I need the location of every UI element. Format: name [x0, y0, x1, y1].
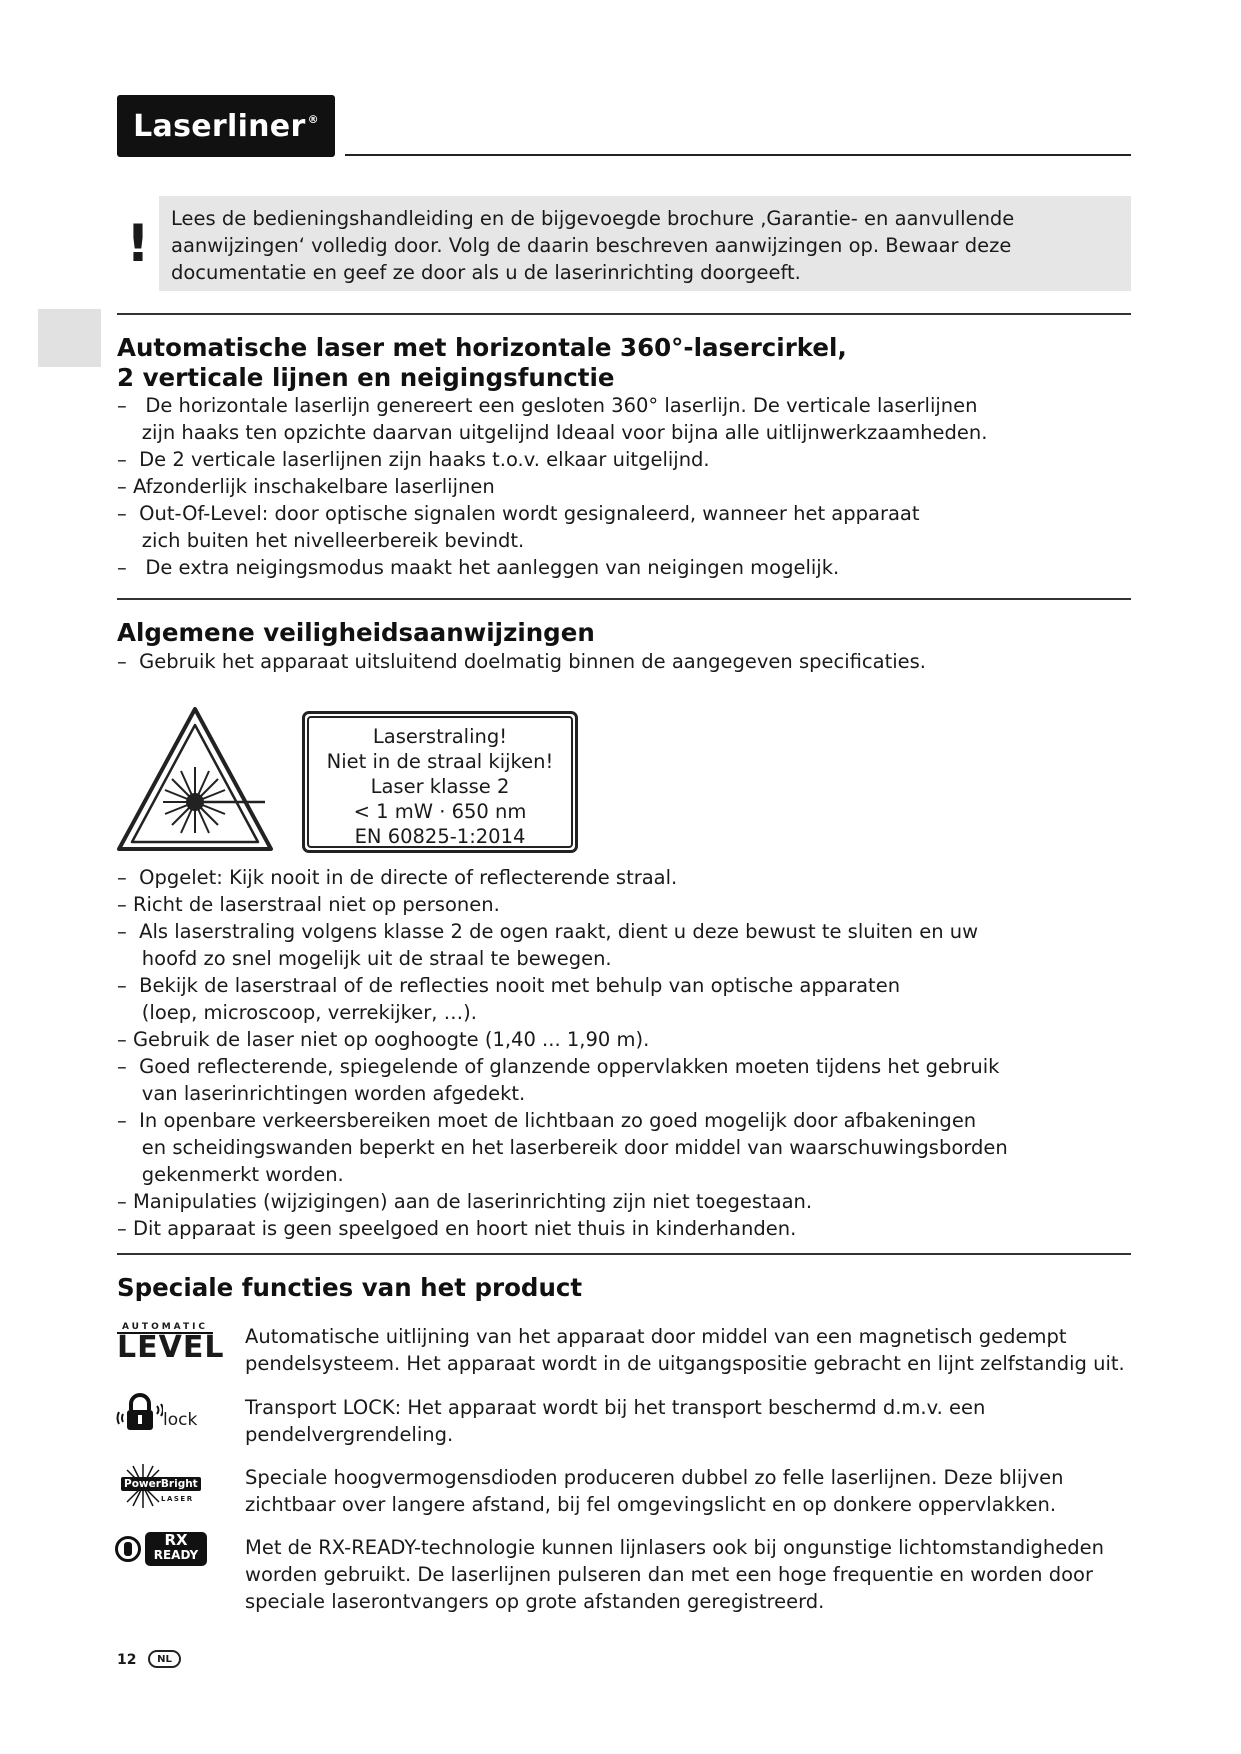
icon-text: READY	[153, 1548, 199, 1562]
feature-line: worden gebruikt. De laserlijnen pulseren dan met een hoge frequentie en worden door	[245, 1563, 1093, 1586]
section-title-line: 2 verticale lijnen en neigingsfunctie	[117, 363, 615, 392]
feature-list	[117, 392, 1117, 581]
powerbright-icon	[115, 1462, 213, 1510]
warning-line: Niet in de straal kijken!	[326, 750, 554, 773]
language-badge: NL	[148, 1650, 181, 1668]
list-item: zich buiten het nivelleerbereik bevindt.	[117, 529, 525, 552]
warning-line: Laser klasse 2	[370, 775, 510, 798]
list-item: – Dit apparaat is geen speelgoed en hoort niet thuis in kinderhanden.	[117, 1217, 797, 1240]
section-divider	[117, 1253, 1131, 1255]
list-item: – Goed reflecterende, spiegelende of glanzende oppervlakken moeten tijdens het gebruik	[117, 1055, 1000, 1078]
list-item: (loep, microscoop, verrekijker, …).	[117, 1001, 477, 1024]
section-safety	[117, 618, 1117, 675]
automatic-level-icon	[117, 1322, 225, 1365]
icon-text: PowerBright	[121, 1477, 201, 1491]
feature-line: Speciale hoogvermogensdioden produceren dubbel zo felle laserlijnen. Deze blijven	[245, 1466, 1064, 1489]
brand-logo	[117, 95, 335, 157]
list-item: – De extra neigingsmodus maakt het aanleggen van neigingen mogelijk.	[117, 556, 840, 579]
list-item: – Opgelet: Kijk nooit in de directe of reflecterende straal.	[117, 866, 678, 889]
feature-line: speciale laserontvangers op grote afstanden geregistreerd.	[245, 1590, 825, 1613]
notice-line: documentatie en geef ze door als u de laserinrichting doorgeeft.	[171, 261, 801, 284]
brand-name: Laserliner	[133, 108, 306, 144]
exclamation-icon: !	[117, 196, 159, 291]
laser-warning-label	[302, 711, 578, 853]
header-rule	[345, 154, 1131, 156]
notice-line: aanwijzingen‘ volledig door. Volg de daarin beschreven aanwijzingen op. Bewaar deze	[171, 234, 1012, 257]
list-item: – De horizontale laserlijn genereert een gesloten 360° laserlijn. De verticale laserlijnen	[117, 394, 978, 417]
list-item: – Bekijk de laserstraal of de reflecties nooit met behulp van optische apparaten	[117, 974, 901, 997]
list-item: – Out-Of-Level: door optische signalen wordt gesignaleerd, wanneer het apparaat	[117, 502, 920, 525]
section-title: Algemene veiligheidsaanwijzingen	[117, 618, 595, 647]
icon-text: LEVEL	[117, 1330, 225, 1365]
list-item: en scheidingswanden beperkt en het laserbereik door middel van waarschuwingsborden	[117, 1136, 1008, 1159]
section-divider	[117, 313, 1131, 315]
icon-text: AUTOMATIC	[117, 1322, 213, 1334]
feature-line: zichtbaar over langere afstand, bij fel omgevingslicht en op donkere oppervlakken.	[245, 1493, 1057, 1516]
safety-intro: – Gebruik het apparaat uitsluitend doelmatig binnen de aangegeven specificaties.	[117, 650, 926, 673]
warning-line: Laserstraling!	[372, 725, 508, 748]
list-item: – In openbare verkeersbereiken moet de lichtbaan zo goed mogelijk door afbakeningen	[117, 1109, 977, 1132]
notice-text	[171, 205, 1121, 286]
warning-line: < 1 mW · 650 nm	[353, 800, 527, 823]
laser-warning-icon	[115, 705, 275, 853]
list-item: – Afzonderlijk inschakelbare laserlijnen	[117, 475, 495, 498]
icon-text: lock	[163, 1410, 198, 1430]
icon-text: LASER	[161, 1495, 194, 1503]
feature-line: pendelvergrendeling.	[245, 1423, 454, 1446]
feature-description	[245, 1534, 1125, 1615]
warning-line: EN 60825-1:2014	[354, 825, 526, 848]
feature-description	[245, 1323, 1125, 1377]
list-item: gekenmerkt worden.	[117, 1163, 344, 1186]
feature-description	[245, 1464, 1125, 1518]
feature-line: Automatische uitlijning van het apparaat door middel van een magnetisch gedempt	[245, 1325, 1067, 1348]
rx-ready-icon	[115, 1532, 213, 1572]
list-item: van laserinrichtingen worden afgedekt.	[117, 1082, 526, 1105]
list-item: – Gebruik de laser niet op ooghoogte (1,40 ... 1,90 m).	[117, 1028, 650, 1051]
safety-list	[117, 864, 1127, 1242]
list-item: – Als laserstraling volgens klasse 2 de ogen raakt, dient u deze bewust te sluiten en uw	[117, 920, 979, 943]
icon-text: RX	[164, 1531, 188, 1549]
registered-mark: ®	[307, 112, 319, 126]
feature-description	[245, 1394, 1125, 1448]
section-title	[117, 333, 1117, 393]
list-item: – Manipulaties (wijzigingen) aan de laserinrichting zijn niet toegestaan.	[117, 1190, 813, 1213]
side-tab	[38, 309, 101, 367]
section-title: Speciale functies van het product	[117, 1273, 583, 1302]
section-divider	[117, 598, 1131, 600]
list-item: hoofd zo snel mogelijk uit de straal te bewegen.	[117, 947, 612, 970]
list-item: – Richt de laserstraal niet op personen.	[117, 893, 500, 916]
section-title-line: Automatische laser met horizontale 360°-lasercirkel,	[117, 333, 847, 362]
page-number: 12	[117, 1652, 137, 1668]
list-item: zijn haaks ten opzichte daarvan uitgelijnd Ideaal voor bijna alle uitlijnwerkzaamheden.	[117, 421, 988, 444]
feature-line: Transport LOCK: Het apparaat wordt bij het transport beschermd d.m.v. een	[245, 1396, 986, 1419]
feature-line: Met de RX-READY-technologie kunnen lijnlasers ook bij ongunstige lichtomstandigheden	[245, 1536, 1104, 1559]
notice-line: Lees de bedieningshandleiding en de bijgevoegde brochure ‚Garantie- en aanvullende	[171, 207, 1015, 230]
list-item: – De 2 verticale laserlijnen zijn haaks t.o.v. elkaar uitgelijnd.	[117, 448, 710, 471]
feature-line: pendelsysteem. Het apparaat wordt in de uitgangspositie gebracht en lijnt zelfstandig uit.	[245, 1352, 1125, 1375]
section-features-overview	[117, 333, 1117, 581]
lock-icon	[115, 1392, 215, 1436]
